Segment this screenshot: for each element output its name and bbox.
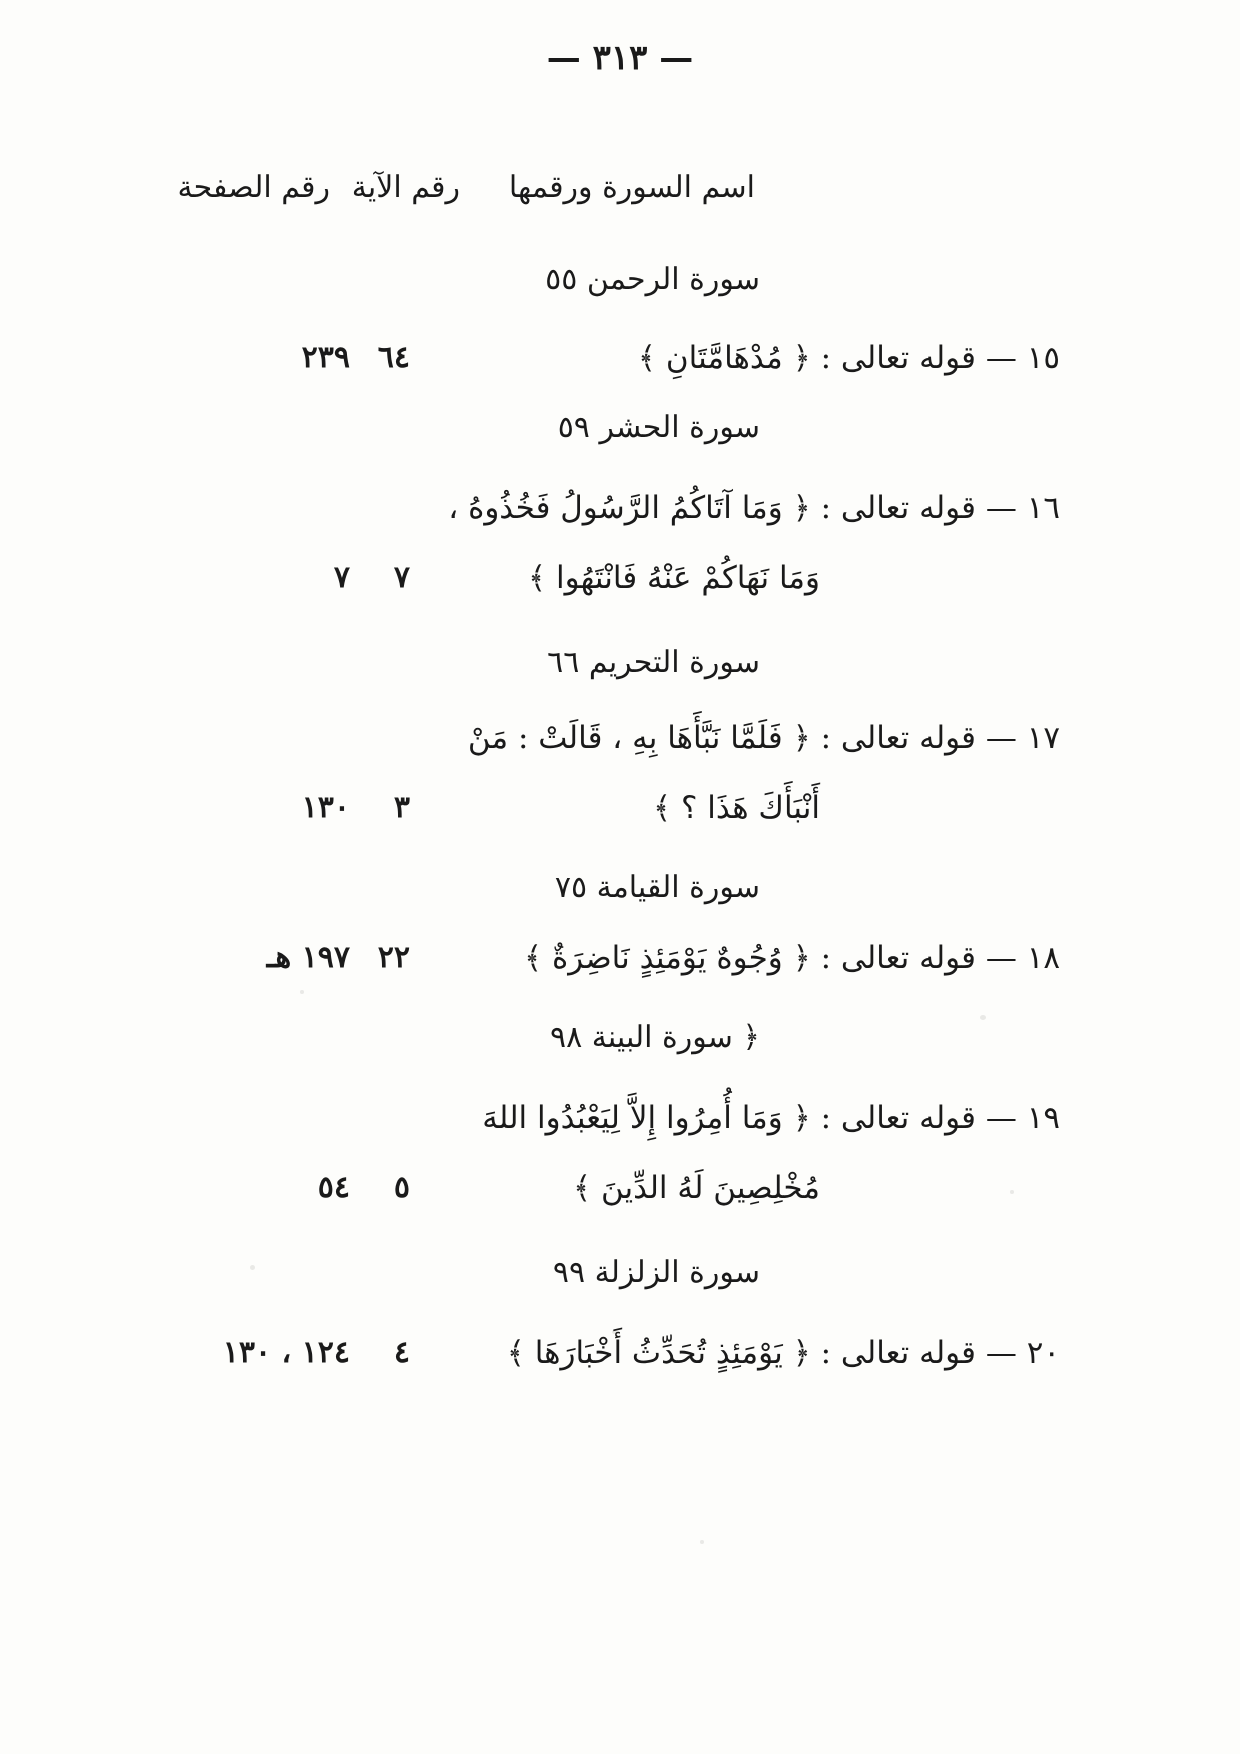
scan-speck (700, 1540, 704, 1544)
scan-speck (1010, 1190, 1014, 1194)
column-header-ayah: رقم الآية (351, 170, 460, 205)
ayah-number: ٧ (393, 560, 410, 595)
surah-heading: سورة الحشر ٥٩ (557, 410, 760, 445)
column-header-page: رقم الصفحة (177, 170, 330, 205)
ayah-number: ٣ (393, 790, 410, 825)
ayah-number: ٢٢ (377, 940, 410, 975)
ayah-number: ٥ (393, 1170, 410, 1205)
scan-speck (980, 1015, 986, 1020)
column-header-surah: اسم السورة ورقمها (508, 170, 755, 205)
page-reference: ١٢٤ ، ١٣٠ (222, 1335, 350, 1370)
index-entry-line: ١٨ — قوله تعالى : ﴿ وُجُوهٌ يَوْمَئِذٍ نَاضِرَةٌ ﴾ (524, 940, 1060, 976)
page-reference: ٢٣٩ (301, 340, 350, 375)
page-reference: ١٩٧ هـ (266, 940, 350, 975)
surah-heading: سورة الزلزلة ٩٩ (552, 1255, 760, 1290)
index-entry-line: ١٩ — قوله تعالى : ﴿ وَمَا أُمِرُوا إِلاَّ لِيَعْبُدُوا اللهَ (482, 1100, 1060, 1136)
surah-heading: سورة الرحمن ٥٥ (545, 262, 760, 297)
scan-speck (300, 990, 304, 994)
page-reference: ٥٤ (317, 1170, 350, 1205)
index-entry-continuation: أَنْبَأَكَ هَذَا ؟ ﴾ (652, 790, 820, 826)
page-reference: ٧ (333, 560, 350, 595)
scan-speck (612, 1330, 617, 1334)
index-entry-line: ١٥ — قوله تعالى : ﴿ مُدْهَامَّتَانِ ﴾ (637, 340, 1060, 376)
scan-speck (250, 1265, 255, 1270)
surah-heading: سورة التحريم ٦٦ (547, 645, 760, 680)
page-number: — ٣١٣ — (546, 38, 694, 78)
index-entry-line: ١٦ — قوله تعالى : ﴿ وَمَا آتَاكُمُ الرَّسُولُ فَخُذُوهُ ، (448, 490, 1060, 526)
index-entry-line: ١٧ — قوله تعالى : ﴿ فَلَمَّا نَبَّأَهَا بِهِ ، قَالَتْ : مَنْ (467, 720, 1060, 756)
surah-heading: ﴿ سورة البينة ٩٨ (550, 1020, 760, 1055)
ayah-number: ٤ (393, 1335, 410, 1370)
ayah-number: ٦٤ (377, 340, 410, 375)
index-entry-continuation: وَمَا نَهَاكُمْ عَنْهُ فَانْتَهُوا ﴾ (528, 560, 820, 596)
page-reference: ١٣٠ (301, 790, 350, 825)
index-entry-continuation: مُخْلِصِينَ لَهُ الدِّينَ ﴾ (572, 1170, 820, 1206)
surah-heading: سورة القيامة ٧٥ (554, 870, 760, 905)
index-entry-line: ٢٠ — قوله تعالى : ﴿ يَوْمَئِذٍ تُحَدِّثُ أَخْبَارَهَا ﴾ (506, 1335, 1060, 1371)
